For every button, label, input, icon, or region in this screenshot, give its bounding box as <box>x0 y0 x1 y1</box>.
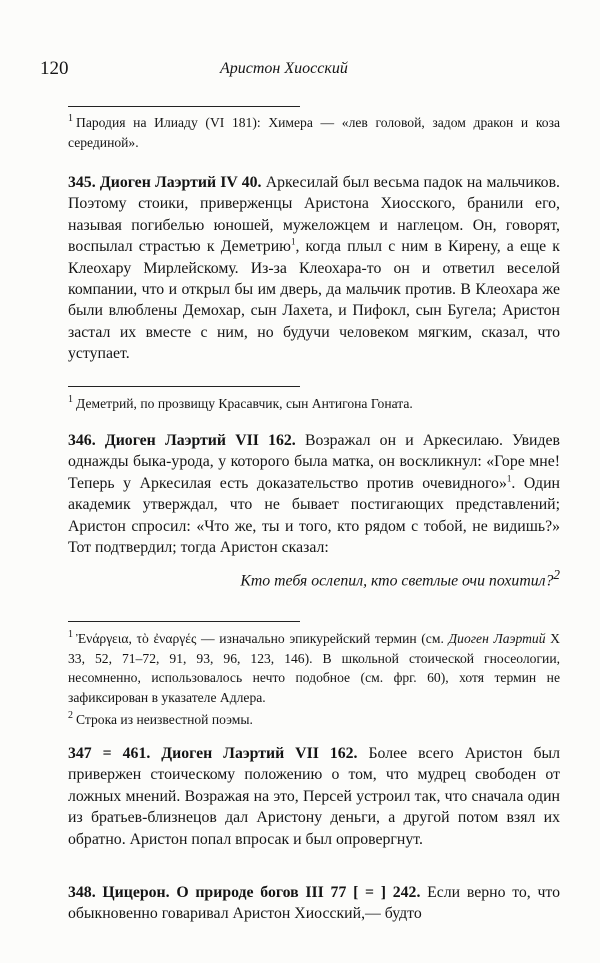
footnote-text: Пародия на Илиаду (VI 181): Химера — «лев головой, задом дракон и коза серединой». <box>68 115 560 150</box>
fragment-text-cont: . Один академик утверждал, что не бывает постигающих представлений; Аристон спросил: «Что же, ты и того, кто рядом с тобой, не видишь?» Тот подтвердил; тогда Аристон сказал: <box>68 474 561 557</box>
footnote-enargeia <box>68 629 560 730</box>
fragment-heading: 347 = 461. Диоген Лаэртий VII 162. <box>68 745 358 762</box>
footnote-text: Деметрий, по прозвищу Красавчик, сын Антигона Гоната. <box>76 396 413 411</box>
footnote-ref: 1 <box>290 236 296 247</box>
footnote-iliad <box>68 113 560 152</box>
verse-quote <box>68 564 560 592</box>
footnote-text: Ἐνάργεια, τὸ ἐναργές — изначально эпикурейский термин (см. <box>76 631 449 646</box>
footnote-ref: 2 <box>553 567 560 583</box>
footnote-demetrius <box>68 394 560 414</box>
fragment-348 <box>68 882 560 925</box>
footnote-text: Строка из неизвестной поэмы. <box>76 712 253 727</box>
fragment-text: Если верно то, что обыкновенно говаривал Аристон Хиосский,— будто <box>68 884 560 923</box>
footnote-mark: 1 <box>68 629 73 641</box>
fragment-text-cont: , когда плыл с ним в Кирену, а еще к Клеохару Мирлейскому. Из-за Клеохара-то он и ответил веселой компании, что и открыл бы им дверь, да мальчик против. В Клеохара же были влюблены Демохар, сын Лахета, и Пифокл, сын Бугела; Аристон застал их вместе с ним, но будучи человеком мягким, сказал, что уступает. <box>68 238 560 363</box>
verse-text: Кто тебя ослепил, кто светлые очи похитил? <box>240 572 554 590</box>
fragment-347 <box>68 743 560 850</box>
fragment-text: Аркесилай был весьма падок на мальчиков. Поэтому стоики, приверженцы Аристона Хиосского, бранили его, называя погибелью юношей, мужеложцем и наглецом. Он, говорят, воспылал страстью к Деметрию <box>68 174 560 256</box>
fragment-heading: 345. Диоген Лаэртий IV 40. <box>68 174 262 191</box>
footnote-italic-ref: Диоген Лаэртий <box>448 631 546 646</box>
footnote-ref: 1 <box>506 473 512 484</box>
fragment-345 <box>68 172 560 365</box>
fragment-text: Более всего Аристон был привержен стоическому положению о том, что мудрец свободен от ложных мнений. Возражая на это, Персей устроил так, что сначала один из братьев-близнецов дал Аристону деньги, а другой потом взял их обратно. Аристон попал впросак и был опровергнут. <box>68 745 560 848</box>
fragment-text: Возражал он и Аркесилаю. Увидев однажды быка-урода, у которого была матка, он воскликнул: «Горе мне! Теперь у Аркесилая есть доказательство против очевидного» <box>68 432 560 492</box>
footnote-mark: 1 <box>68 113 73 125</box>
footnote-mark: 2 <box>68 710 73 722</box>
fragment-heading: 348. Цицерон. О природе богов III 77 [ = ] 242. <box>68 884 421 901</box>
footnote-text-cont: X 33, 52, 71–72, 91, 93, 96, 123, 146). В школьной стоической гносеологии, несомненно, использовалось нечто подобное (см. фрг. 60), хотя термин не зафиксирован в указателе Адлера. <box>68 631 560 705</box>
page-header <box>40 58 560 82</box>
footnote-rule <box>68 386 300 387</box>
running-title: Аристон Хиосский <box>220 60 348 77</box>
page-number: 120 <box>40 58 69 79</box>
fragment-346 <box>68 430 560 592</box>
footnote-rule <box>68 621 300 622</box>
footnote-mark: 1 <box>68 394 73 406</box>
fragment-heading: 346. Диоген Лаэртий VII 162. <box>68 432 296 449</box>
footnote-rule <box>68 106 300 107</box>
